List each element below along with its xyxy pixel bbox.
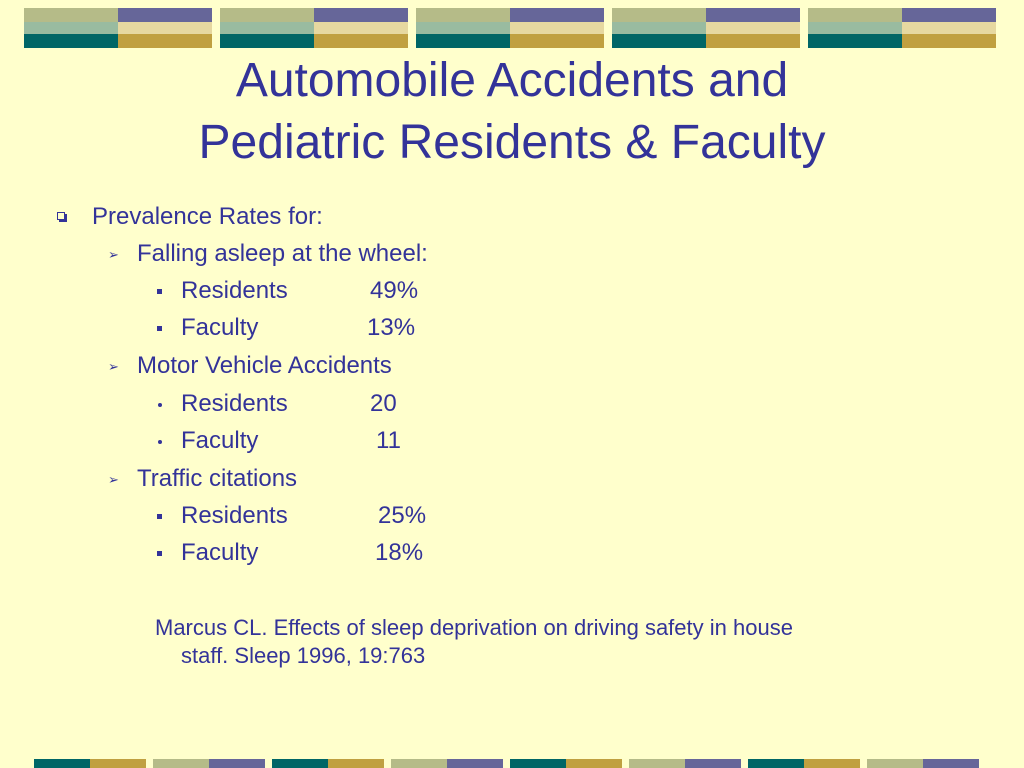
citation-line-1: Marcus CL. Effects of sleep deprivation on driving safety in house <box>155 615 793 640</box>
prevalence-heading: Prevalence Rates for: <box>92 203 323 230</box>
row-label: Residents <box>181 277 288 304</box>
square-bullet-icon <box>157 326 162 331</box>
bottom-bar-segment <box>447 759 503 768</box>
bottom-bar-segment <box>566 759 622 768</box>
title-line-1: Automobile Accidents and <box>235 54 789 107</box>
section-heading: Falling asleep at the wheel: <box>137 240 428 267</box>
bottom-bar-segment <box>510 759 566 768</box>
row-value: 49% <box>370 277 419 304</box>
top-decorative-bar <box>0 8 1024 48</box>
bottom-bar-segment <box>867 759 923 768</box>
bottom-bar-segment <box>153 759 209 768</box>
top-bar-block <box>416 8 604 48</box>
square-bullet-icon <box>157 289 162 294</box>
bottom-bar-segment <box>748 759 804 768</box>
bottom-decorative-bar <box>0 759 1024 768</box>
bottom-bar-segment <box>34 759 90 768</box>
citation-line-2: staff. Sleep 1996, 19:763 <box>181 643 426 668</box>
citation <box>155 614 915 670</box>
section-heading: Traffic citations <box>137 465 298 492</box>
row-value: 18% <box>375 539 424 566</box>
title-line-2: Pediatric Residents & Faculty <box>198 116 826 169</box>
row-value: 20 <box>370 390 397 417</box>
bottom-bar-segment <box>209 759 265 768</box>
bottom-bar-segment <box>629 759 685 768</box>
row-value: 25% <box>378 502 427 529</box>
bottom-bar-segment <box>685 759 741 768</box>
row-value: 13% <box>367 314 416 341</box>
bottom-bar-segment <box>328 759 384 768</box>
row-label: Faculty <box>181 427 259 454</box>
slide-title <box>0 50 1024 174</box>
top-bar-block <box>24 8 212 48</box>
bottom-bar-segment <box>391 759 447 768</box>
bottom-bar-segment <box>90 759 146 768</box>
dot-bullet-icon <box>158 440 162 444</box>
arrow-bullet-icon: ➢ <box>108 359 119 374</box>
dot-bullet-icon <box>158 403 162 407</box>
hollow-square-bullet-icon <box>57 212 65 220</box>
top-bar-block <box>220 8 408 48</box>
square-bullet-icon <box>157 551 162 556</box>
bottom-bar-segment <box>272 759 328 768</box>
row-label: Residents <box>181 390 288 417</box>
row-label: Faculty <box>181 314 259 341</box>
square-bullet-icon <box>157 514 162 519</box>
row-label: Faculty <box>181 539 259 566</box>
arrow-bullet-icon: ➢ <box>108 247 119 262</box>
section-heading: Motor Vehicle Accidents <box>137 352 392 379</box>
row-value: 11 <box>376 427 401 454</box>
top-bar-block <box>808 8 996 48</box>
top-bar-block <box>612 8 800 48</box>
bottom-bar-segment <box>923 759 979 768</box>
arrow-bullet-icon: ➢ <box>108 472 119 487</box>
row-label: Residents <box>181 502 288 529</box>
bottom-bar-segment <box>804 759 860 768</box>
